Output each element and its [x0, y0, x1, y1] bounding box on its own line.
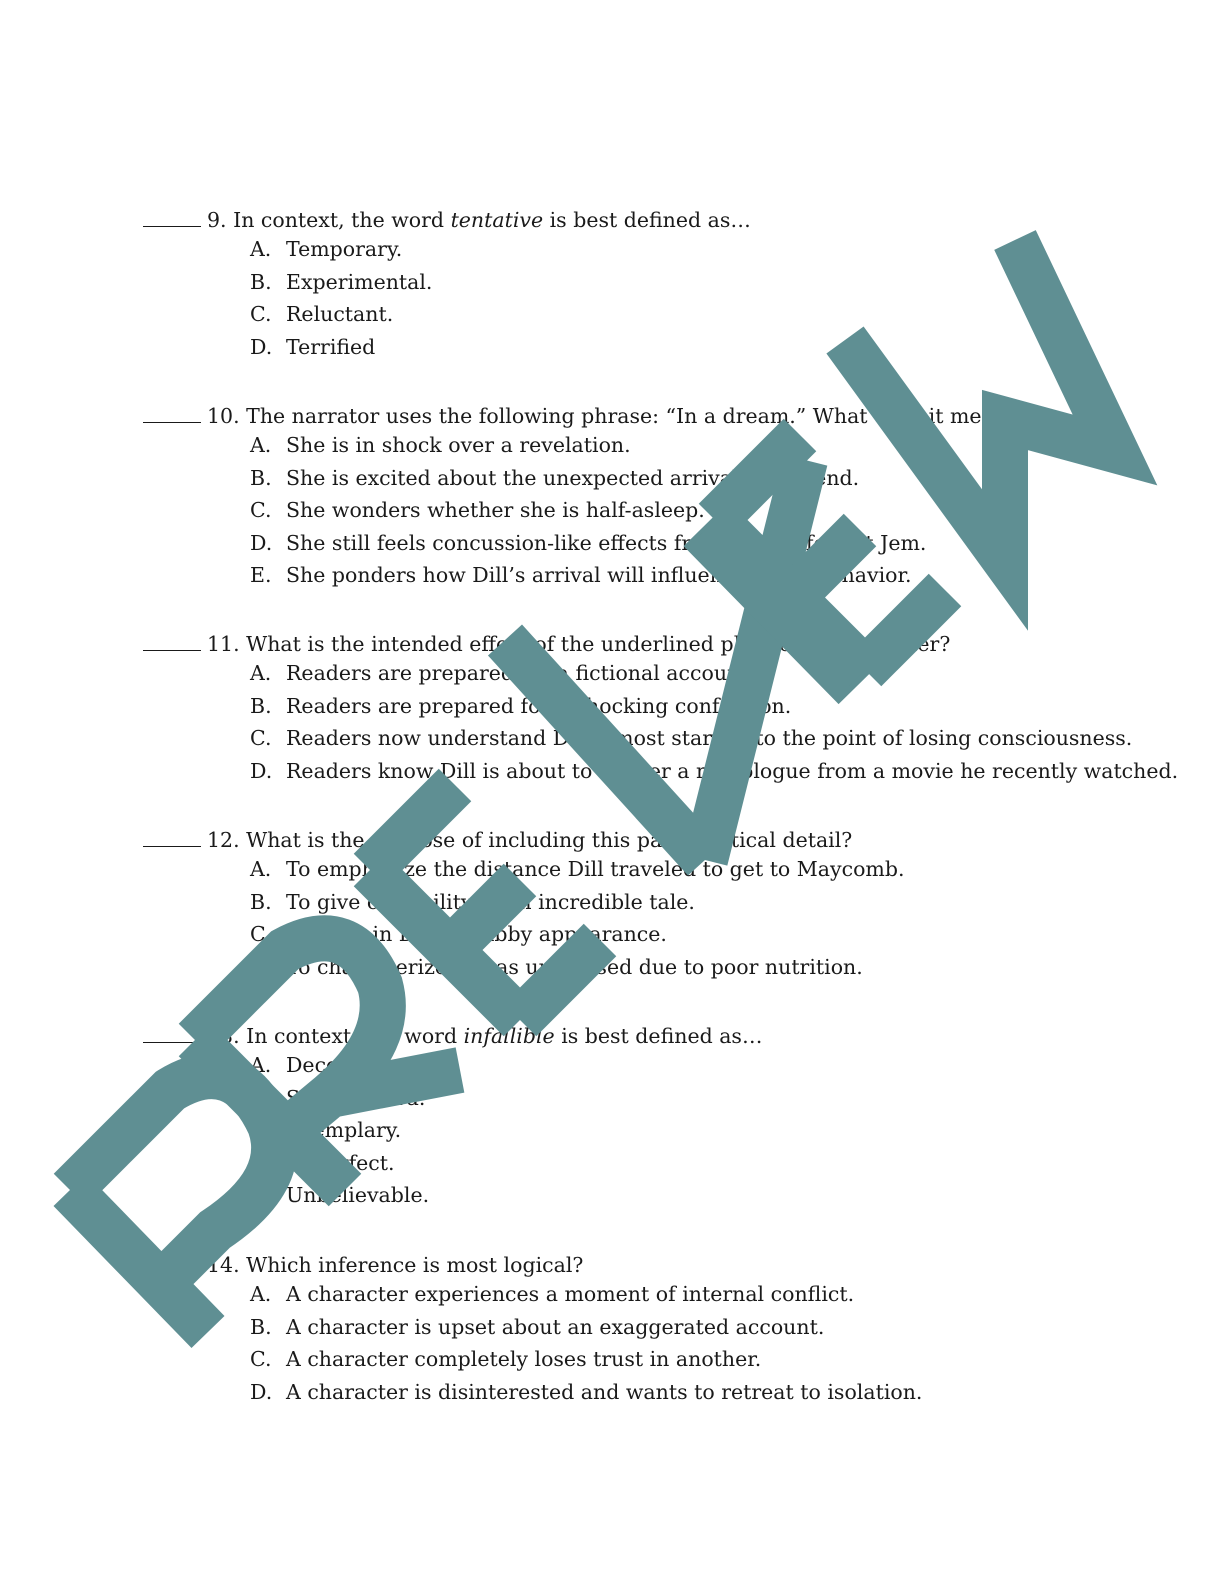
- choice-b: B. A character is upset about an exaggerated account.: [250, 1314, 825, 1339]
- question-text: Which inference is most logical?: [246, 1253, 584, 1277]
- choice-a: A. She is in shock over a revelation.: [250, 433, 631, 457]
- choice-e: E. Unbelievable.: [250, 1183, 430, 1208]
- answer-blank[interactable]: [143, 207, 201, 227]
- answer-choices: [143, 853, 1143, 983]
- question-12: [143, 827, 1143, 983]
- choice-c: C. Reluctant.: [250, 302, 394, 327]
- answer-choices: [143, 657, 1179, 787]
- question-14: [143, 1252, 1143, 1408]
- question-stem: [143, 403, 1143, 429]
- answer-choices: [143, 1049, 1143, 1212]
- question-11: [143, 631, 1179, 787]
- choice-a: A. A character experiences a moment of internal conflict.: [250, 1282, 855, 1306]
- answer-blank[interactable]: [143, 1252, 201, 1272]
- choice-c: C. Exemplary.: [250, 1118, 402, 1143]
- answer-blank[interactable]: [143, 827, 201, 847]
- answer-blank[interactable]: [143, 1023, 201, 1043]
- question-stem: [143, 1023, 1143, 1049]
- choice-a: A. Deceptive.: [250, 1053, 397, 1077]
- choice-b: B. She is excited about the unexpected arrival of a friend.: [250, 465, 860, 490]
- question-text: The narrator uses the following phrase: “In a dream.” What does it mean?: [246, 404, 1018, 428]
- choice-a: A. To emphasize the distance Dill traveled to get to Maycomb.: [250, 857, 905, 881]
- answer-choices: [143, 429, 1143, 592]
- choice-b: B. Substandard.: [250, 1085, 426, 1110]
- choice-d: D. A character is disinterested and wants to retreat to isolation.: [250, 1379, 923, 1404]
- question-13: [143, 1023, 1143, 1212]
- answer-blank[interactable]: [143, 403, 201, 423]
- choice-d: D. She still feels concussion-like effects from having fought Jem.: [250, 530, 927, 555]
- question-stem: [143, 631, 1143, 657]
- question-number: 12.: [207, 828, 240, 852]
- question-stem: [143, 827, 1143, 853]
- choice-d: D. Imperfect.: [250, 1150, 395, 1175]
- question-number: 10.: [207, 404, 240, 428]
- question-number: 13.: [207, 1024, 240, 1048]
- question-stem: [143, 207, 1143, 233]
- question-number: 11.: [207, 632, 240, 656]
- choice-a: A. Temporary.: [250, 237, 403, 261]
- choice-d: D. To characterize Dill as unfocused due to poor nutrition.: [250, 954, 863, 979]
- choice-c: C. She wonders whether she is half-asleep.: [250, 498, 705, 523]
- choice-e: E. She ponders how Dill’s arrival will influence Jem’s behavior.: [250, 563, 912, 588]
- question-text: What is the intended effect of the underlined phrase on the reader?: [246, 632, 951, 656]
- choice-d: D. Terrified: [250, 334, 376, 359]
- choice-c: C. To explain Dill’s shabby appearance.: [250, 922, 667, 947]
- question-number: 9.: [207, 208, 227, 232]
- question-number: 14.: [207, 1253, 240, 1277]
- choice-a: A. Readers are prepared for a fictional account.: [250, 661, 755, 685]
- answer-blank[interactable]: [143, 631, 201, 651]
- choice-b: B. Readers are prepared for a shocking confession.: [250, 693, 792, 718]
- choice-d: D. Readers know Dill is about to deliver a monologue from a movie he recently watched.: [250, 758, 1179, 783]
- answer-choices: [143, 233, 1143, 363]
- question-text: What is the purpose of including this parenthetical detail?: [246, 828, 853, 852]
- choice-b: B. Experimental.: [250, 269, 433, 294]
- question-text: In context, the word infallible is best defined as…: [246, 1024, 763, 1048]
- question-9: [143, 207, 1143, 363]
- question-10: [143, 403, 1143, 592]
- choice-b: B. To give credibility to an incredible tale.: [250, 889, 695, 914]
- question-text: In context, the word tentative is best defined as…: [233, 208, 751, 232]
- choice-c: C. A character completely loses trust in another.: [250, 1347, 762, 1372]
- choice-c: C. Readers now understand Dill almost starved to the point of losing consciousness.: [250, 726, 1133, 751]
- answer-choices: [143, 1278, 1143, 1408]
- question-stem: [143, 1252, 1143, 1278]
